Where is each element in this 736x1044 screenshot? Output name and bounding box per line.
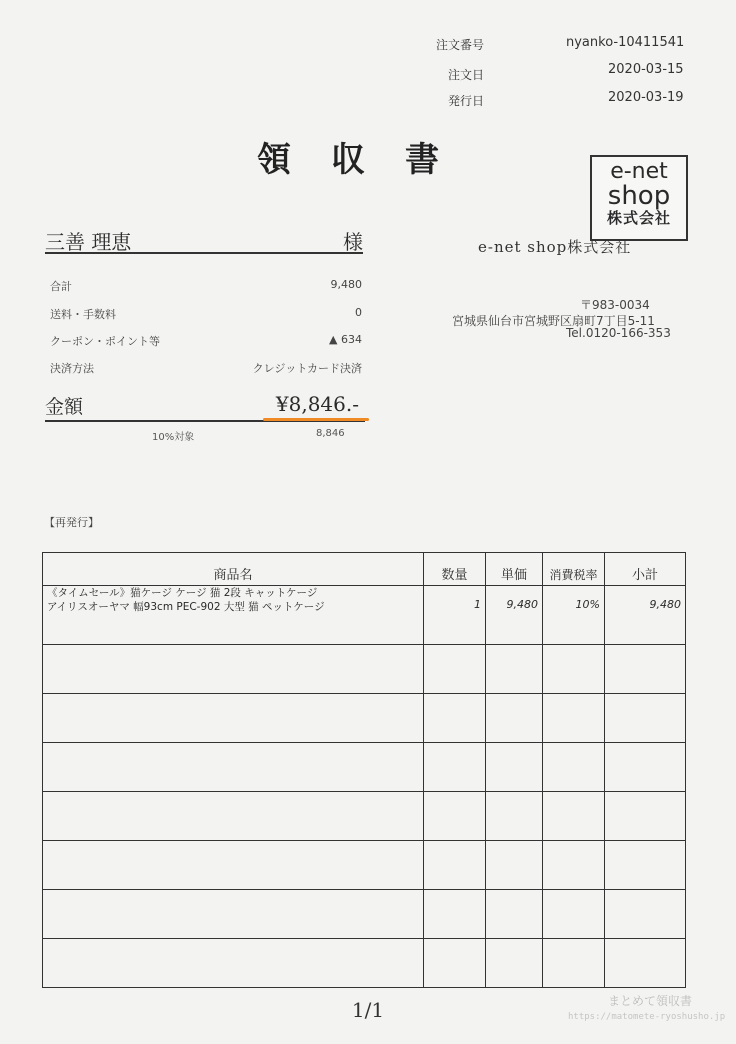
item-unit-price: 9,480 — [486, 586, 543, 645]
summary-value: 0 — [355, 306, 362, 319]
summary-label: 送料・手数料 — [50, 308, 116, 321]
table-row-empty — [43, 792, 686, 841]
summary-row-coupon — [50, 333, 362, 349]
amount-value: ¥8,846.- — [275, 392, 359, 416]
summary-value: クレジットカード決済 — [252, 362, 362, 375]
item-name-line-1: 《タイムセール》猫ケージ ケージ 猫 2段 キャットケージ — [47, 587, 318, 599]
amount-highlight-underline — [263, 418, 369, 421]
watermark-text: まとめて領収書 — [608, 994, 693, 1008]
document-title: 領収書 — [257, 140, 479, 180]
order-date-value: 2020-03-15 — [608, 62, 684, 77]
seller-tel: Tel.0120-166-353 — [566, 326, 671, 340]
order-date-label: 注文日 — [448, 68, 485, 82]
summary-label: クーポン・ポイント等 — [50, 335, 160, 348]
item-quantity: 1 — [424, 586, 486, 645]
summary-label: 決済方法 — [50, 362, 94, 375]
seller-postal-code: 〒983-0034 — [580, 298, 650, 312]
table-row-empty — [43, 645, 686, 694]
header-unit-price: 単価 — [486, 553, 543, 586]
order-number-value: nyanko-10411541 — [566, 35, 685, 50]
table-row-empty — [43, 841, 686, 890]
item-name-cell — [43, 586, 424, 645]
customer-name: 三善 理恵 — [45, 230, 132, 254]
tax-target-label: 10%対象 — [152, 432, 195, 443]
table-row-empty — [43, 890, 686, 939]
summary-row-payment — [50, 360, 362, 376]
table-row-empty — [43, 743, 686, 792]
summary-row-shipping — [50, 306, 362, 322]
header-subtotal: 小計 — [605, 553, 686, 586]
items-table — [42, 552, 686, 988]
stamp-line-3: 株式会社 — [606, 209, 671, 227]
item-name-line-2: アイリスオーヤマ 幅93cm PEC-902 大型 猫 ペットケージ — [47, 601, 325, 613]
seller-company-name: e-net shop株式会社 — [478, 238, 632, 256]
issue-date-label: 発行日 — [448, 94, 485, 108]
item-tax-rate: 10% — [543, 586, 605, 645]
header-quantity: 数量 — [424, 553, 486, 586]
table-row-empty — [43, 939, 686, 988]
page-number: 1/1 — [351, 998, 385, 1022]
header-product-name: 商品名 — [43, 553, 424, 586]
customer-name-line — [45, 226, 363, 254]
item-subtotal: 9,480 — [605, 586, 686, 645]
table-header-row — [43, 553, 686, 586]
issue-date-value: 2020-03-19 — [608, 90, 684, 105]
company-seal-stamp — [590, 155, 688, 241]
header-tax-rate: 消費税率 — [543, 553, 605, 586]
customer-honorific: 様 — [343, 230, 363, 254]
stamp-line-2: shop — [607, 181, 671, 211]
table-row-empty — [43, 694, 686, 743]
summary-label: 合計 — [50, 280, 72, 293]
tax-target-value: 8,846 — [316, 428, 345, 439]
table-row — [43, 586, 686, 645]
seller-address: 宮城県仙台市宮城野区扇町7丁目5-11 — [452, 314, 655, 328]
summary-row-total — [50, 278, 362, 294]
watermark-url: https://matomete-ryoshusho.jp — [568, 1012, 726, 1022]
amount-label: 金額 — [45, 396, 84, 418]
stamp-line-1: e-net — [610, 159, 668, 184]
reissue-label: 【再発行】 — [44, 516, 99, 529]
summary-value: 9,480 — [330, 278, 362, 291]
order-number-label: 注文番号 — [436, 38, 485, 52]
summary-value: ▲ 634 — [329, 333, 362, 346]
